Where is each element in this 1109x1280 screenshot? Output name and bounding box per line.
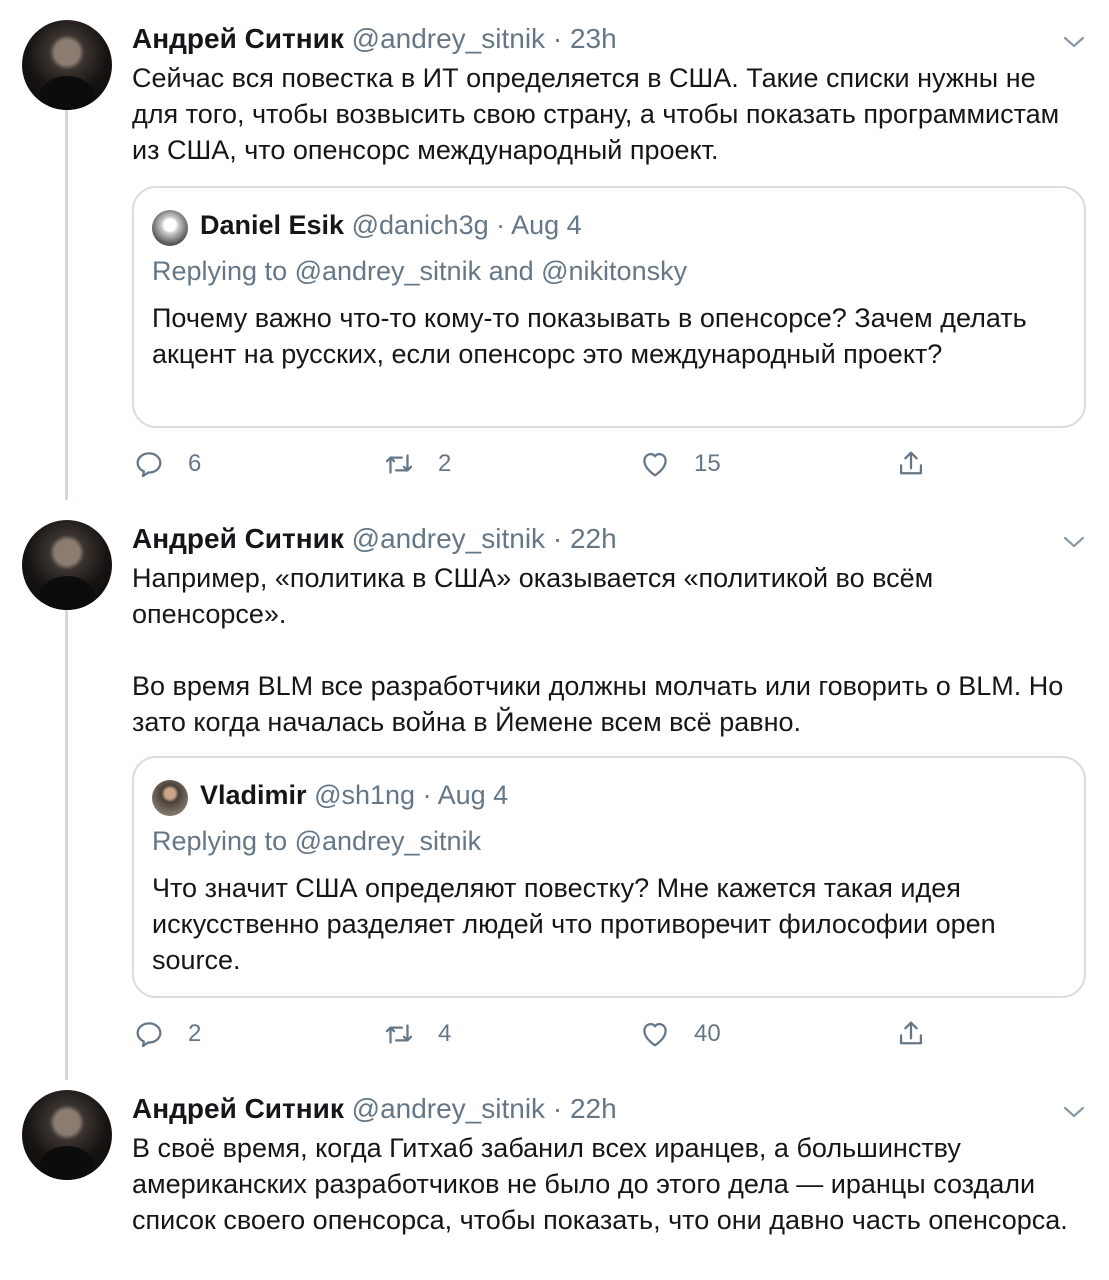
quoted-author-name: Daniel Esik <box>200 210 345 240</box>
reply-button[interactable] <box>132 444 201 484</box>
quoted-author-avatar <box>152 780 188 816</box>
heart-icon <box>638 447 672 481</box>
like-button[interactable] <box>638 1014 721 1054</box>
heart-icon <box>638 1017 672 1051</box>
retweet-button[interactable] <box>382 1014 451 1054</box>
tweet-actions <box>132 1014 1082 1054</box>
quoted-author-avatar <box>152 210 188 246</box>
author-name[interactable]: Андрей Ситник <box>132 1093 344 1124</box>
quoted-tweet[interactable] <box>132 756 1086 998</box>
quoted-tweet-date: Aug 4 <box>437 780 509 810</box>
reply-count: 2 <box>188 1020 202 1047</box>
author-avatar[interactable] <box>22 1090 112 1180</box>
chevron-down-icon[interactable] <box>1062 1104 1086 1120</box>
tweet-time[interactable]: 23h <box>569 23 617 54</box>
reply-button[interactable] <box>132 1014 201 1054</box>
tweet-paragraph: Например, «политика в США» оказывается «политикой во всём опенсорсе». <box>132 563 934 629</box>
quoted-tweet-header <box>200 778 508 812</box>
retweet-icon <box>382 1017 416 1051</box>
like-button[interactable] <box>638 444 721 484</box>
tweet-paragraph: Во время BLM все разработчики должны молчать или говорить о BLM. Но зато когда началась война в Йемене всем всё равно. <box>132 671 1064 737</box>
share-button[interactable] <box>894 444 928 484</box>
chevron-down-icon[interactable] <box>1062 34 1086 50</box>
quoted-tweet-header <box>200 208 582 242</box>
tweet-time[interactable]: 22h <box>569 1093 617 1124</box>
tweet[interactable] <box>0 1090 1109 1280</box>
author-handle[interactable]: @andrey_sitnik <box>351 23 546 54</box>
separator: · <box>552 23 563 54</box>
tweet-header <box>132 22 617 56</box>
tweet[interactable] <box>0 20 1109 480</box>
tweet-header <box>132 522 617 556</box>
quoted-author-handle: @sh1ng <box>314 780 416 810</box>
separator: · <box>552 1093 563 1124</box>
tweet-text <box>132 560 1082 740</box>
separator: · <box>496 210 506 240</box>
chevron-down-icon[interactable] <box>1062 534 1086 550</box>
tweet-text: В своё время, когда Гитхаб забанил всех иранцев, а большинству американских разработчиков не было до этого дела — иранцы создали список своего опенсорса, чтобы показать, что они давно часть опенсорса. <box>132 1133 1068 1235</box>
tweet-actions <box>132 444 1082 484</box>
author-handle[interactable]: @andrey_sitnik <box>351 1093 546 1124</box>
author-name[interactable]: Андрей Ситник <box>132 23 344 54</box>
author-handle[interactable]: @andrey_sitnik <box>351 523 546 554</box>
separator: · <box>552 523 563 554</box>
reply-icon <box>132 447 166 481</box>
quoted-tweet-text: Что значит США определяют повестку? Мне кажется такая идея искусственно разделяет людей что противоречит философии open source. <box>152 873 996 975</box>
quoted-author-handle: @danich3g <box>351 210 489 240</box>
replying-to: Replying to @andrey_sitnik <box>152 826 482 856</box>
share-button[interactable] <box>894 1014 928 1054</box>
author-avatar[interactable] <box>22 20 112 110</box>
tweet[interactable] <box>0 520 1109 1060</box>
tweet-header <box>132 1092 617 1126</box>
tweet-time[interactable]: 22h <box>569 523 617 554</box>
quoted-author-name: Vladimir <box>200 780 307 810</box>
retweet-count: 4 <box>438 1020 452 1047</box>
quoted-tweet[interactable] <box>132 186 1086 428</box>
share-icon <box>894 447 928 481</box>
retweet-count: 2 <box>438 450 452 477</box>
retweet-icon <box>382 447 416 481</box>
share-icon <box>894 1017 928 1051</box>
like-count: 40 <box>694 1020 721 1047</box>
tweet-text: Сейчас вся повестка в ИТ определяется в США. Такие списки нужны не для того, чтобы возвысить свою страну, а чтобы показать программистам из США, что опенсорс международный проект. <box>132 63 1060 165</box>
like-count: 15 <box>694 450 721 477</box>
separator: · <box>422 780 432 810</box>
author-name[interactable]: Андрей Ситник <box>132 523 344 554</box>
reply-count: 6 <box>188 450 202 477</box>
replying-to: Replying to @andrey_sitnik and @nikitonsky <box>152 256 688 286</box>
retweet-button[interactable] <box>382 444 451 484</box>
reply-icon <box>132 1017 166 1051</box>
author-avatar[interactable] <box>22 520 112 610</box>
quoted-tweet-text: Почему важно что-то кому-то показывать в опенсорсе? Зачем делать акцент на русских, если опенсорс это международный проект? <box>152 303 1027 369</box>
quoted-tweet-date: Aug 4 <box>511 210 582 240</box>
